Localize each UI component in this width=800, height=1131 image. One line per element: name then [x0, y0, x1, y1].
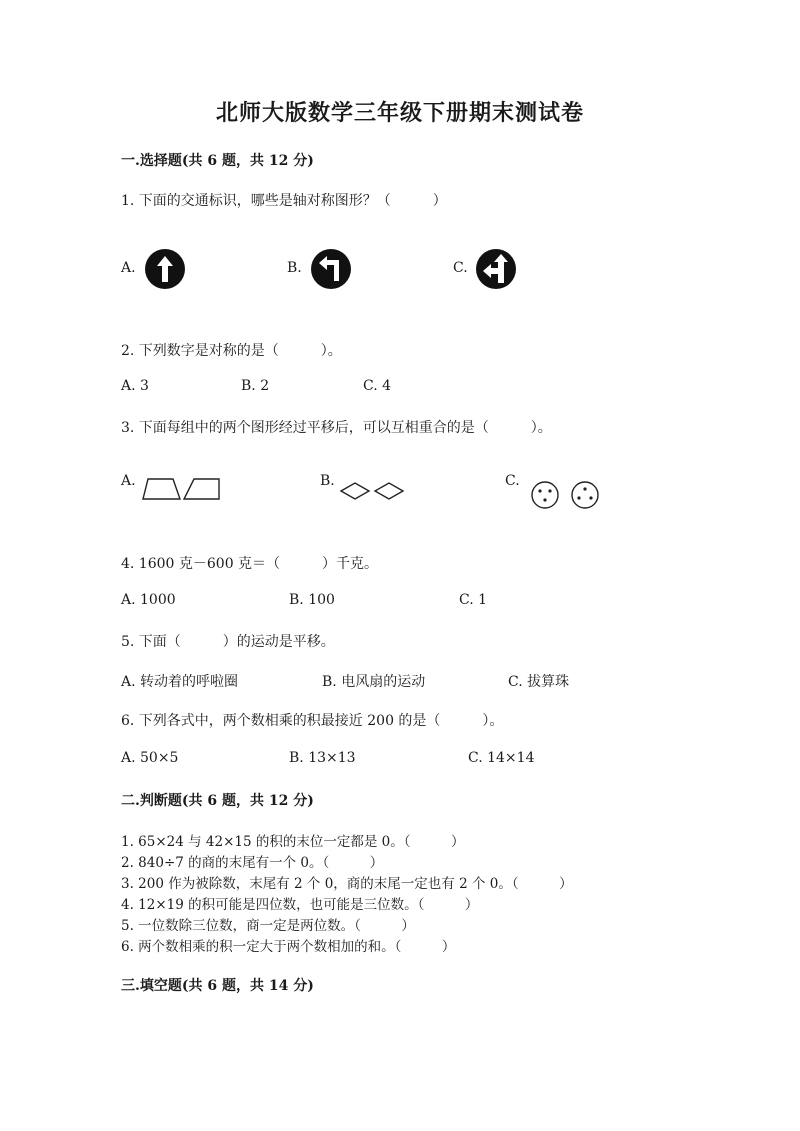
- question-5-stem: 5. 下面（ ）的运动是平移。: [121, 634, 335, 650]
- page-title: 北师大版数学三年级下册期末测试卷: [215, 100, 584, 126]
- question-3-option-a: A.: [121, 473, 136, 489]
- judge-item-1: 1. 65×24 与 42×15 的积的末位一定都是 0。（ ）: [121, 834, 465, 850]
- question-3-stem: 3. 下面每组中的两个图形经过平移后，可以互相重合的是（ ）。: [121, 420, 552, 436]
- straight-or-left-sign-icon: [475, 248, 517, 290]
- turn-left-sign-icon: [310, 248, 352, 290]
- question-1-stem: 1. 下面的交通标识，哪些是轴对称图形？（ ）: [121, 193, 447, 209]
- question-2-stem: 2. 下列数字是对称的是（ ）。: [121, 343, 342, 359]
- question-3-option-c: C.: [505, 473, 520, 489]
- question-3-option-b: B.: [320, 473, 335, 489]
- question-4-option-a: A. 1000: [121, 592, 176, 608]
- section-heading-judge: 二.判断题(共 6 题，共 12 分): [121, 793, 314, 809]
- trapezoid-pair-icon: [142, 477, 222, 501]
- question-4-option-c: C. 1: [459, 592, 488, 608]
- question-2-option-c: C. 4: [363, 378, 392, 394]
- question-1-option-b: B.: [287, 260, 302, 276]
- arrow-up-sign-icon: [144, 248, 186, 290]
- question-1-option-a: A.: [121, 260, 136, 276]
- judge-item-3: 3. 200 作为被除数，末尾有 2 个 0，商的末尾一定也有 2 个 0。（ ）: [121, 876, 573, 892]
- question-4-stem: 4. 1600 克－600 克＝（ ）千克。: [121, 556, 379, 572]
- judge-item-2: 2. 840÷7 的商的末尾有一个 0。（ ）: [121, 855, 384, 871]
- dotted-circle-pair-icon: [530, 481, 602, 509]
- section-heading-choice: 一.选择题(共 6 题，共 12 分): [121, 153, 314, 169]
- judge-item-6: 6. 两个数相乘的积一定大于两个数相加的和。（ ）: [121, 939, 456, 955]
- question-6-stem: 6. 下列各式中，两个数相乘的积最接近 200 的是（ ）。: [121, 713, 504, 729]
- question-6-option-a: A. 50×5: [121, 750, 179, 766]
- question-5-option-c: C. 拔算珠: [508, 674, 570, 690]
- question-6-option-b: B. 13×13: [289, 750, 356, 766]
- question-2-option-b: B. 2: [241, 378, 270, 394]
- diamond-pair-icon: [340, 482, 406, 500]
- section-heading-fill: 三.填空题(共 6 题，共 14 分): [121, 978, 314, 994]
- question-5-option-a: A. 转动着的呼啦圈: [121, 674, 239, 690]
- question-1-option-c: C.: [453, 260, 468, 276]
- question-2-option-a: A. 3: [121, 378, 149, 394]
- judge-item-5: 5. 一位数除三位数，商一定是两位数。（ ）: [121, 918, 415, 934]
- question-4-option-b: B. 100: [289, 592, 335, 608]
- question-6-option-c: C. 14×14: [468, 750, 535, 766]
- judge-item-4: 4. 12×19 的积可能是四位数，也可能是三位数。（ ）: [121, 897, 479, 913]
- question-5-option-b: B. 电风扇的运动: [322, 674, 426, 690]
